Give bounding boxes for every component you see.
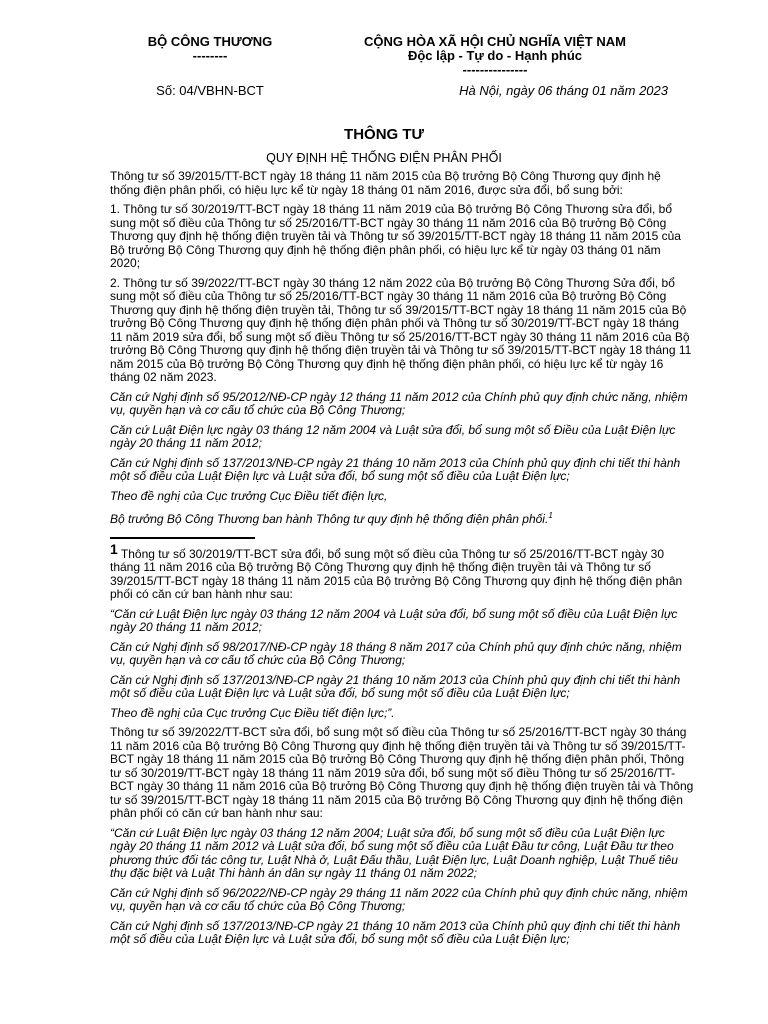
ministry-rule: --------: [192, 48, 228, 63]
footnote-reference[interactable]: 1: [548, 511, 553, 520]
issuing-agency-block: [120, 35, 300, 63]
document-body: [110, 170, 694, 953]
footnote-separator: [110, 537, 255, 539]
motto-rule: ---------------: [462, 62, 528, 77]
document-title: THÔNG TƯ: [344, 126, 424, 143]
national-title-block: [335, 35, 655, 77]
ministry-name: BỘ CÔNG THƯƠNG: [147, 34, 273, 49]
place-and-date: Hà Nội, ngày 06 tháng 01 năm 2023: [459, 83, 668, 98]
footnote-quote-7: Căn cứ Nghị định số 137/2013/NĐ-CP ngày 21 tháng 10 năm 2013 của Chính phủ quy định chi tiết thi hành một số điều của Luật Điện lực và Luật sửa đổi, bổ sung một số điều của Luật Điện lực;: [110, 918, 681, 946]
document-number: Số: 04/VBHN-BCT: [156, 83, 264, 98]
footnote-number: 1: [110, 540, 118, 557]
legal-basis-2: Căn cứ Luật Điện lực ngày 03 tháng 12 năm 2004 và Luật sửa đổi, bổ sung một số Điều của Luật Điện lực ngày 20 tháng 11 năm 2012;: [110, 422, 676, 450]
footnote-paragraph-1: [110, 540, 694, 602]
national-motto: Độc lập - Tự do - Hạnh phúc: [407, 48, 583, 63]
footnote-quote-4: Theo đề nghị của Cục trưởng Cục Điều tiết điện lực;”.: [110, 705, 395, 720]
nation-name: CỘNG HÒA XÃ HỘI CHỦ NGHĨA VIỆT NAM: [364, 34, 626, 49]
legal-basis-3: Căn cứ Nghị định số 137/2013/NĐ-CP ngày 21 tháng 10 năm 2013 của Chính phủ quy định chi tiết thi hành một số điều của Luật Điện lực và Luật sửa đổi, bổ sung một số điều của Luật Điện lực;: [110, 455, 681, 483]
amendment-item-2: 2. Thông tư số 39/2022/TT-BCT ngày 30 tháng 12 năm 2022 của Bộ trưởng Bộ Công Thương Sửa đổi, bổ sung một số điều của Thông tư số 25/2016/TT-BCT ngày 30 tháng 11 năm 2016 của Bộ trưởng Bộ Công Thương quy định hệ thống điện truyền tải, Thông tư số 39/2015/TT-BCT ngày 18 tháng 11 năm 2015 của Bộ trưởng Bộ Công Thương quy định hệ thống điện phân phối và Thông tư số 30/2019/TT-BCT ngày 18 tháng 11 năm 2019 sửa đổi, bổ sung một số điều Thông tư số 25/2016/TT-BCT ngày 30 tháng 11 năm 2016 của Bộ trưởng Bộ Công Thương quy định hệ thống điện truyền tải và Thông tư số 39/2015/TT-BCT ngày 18 tháng 11 năm 2015 của Bộ trưởng Bộ Công Thương quy định hệ thống điện phân phối, có hiệu lực kể từ ngày 16 tháng 02 năm 2023.: [110, 275, 692, 384]
amendment-item-1: 1. Thông tư số 30/2019/TT-BCT ngày 18 tháng 11 năm 2019 của Bộ trưởng Bộ Công Thương sửa đổi, bổ sung một số điều của Thông tư số 25/2016/TT-BCT ngày 30 tháng 11 năm 2016 của Bộ trưởng Bộ Công Thương quy định hệ thống điện truyền tải và Thông tư số 39/2015/TT-BCT ngày 18 tháng 11 năm 2015 của Bộ trưởng Bộ Công Thương quy định hệ thống điện phân phối, có hiệu lực kể từ ngày 03 tháng 01 năm 2020;: [110, 202, 681, 270]
legal-basis-1: Căn cứ Nghị định số 95/2012/NĐ-CP ngày 12 tháng 11 năm 2012 của Chính phủ quy định chức năng, nhiệm vụ, quyền hạn và cơ cấu tổ chức của Bộ Công Thương;: [110, 389, 688, 417]
footnote-quote-1: “Căn cứ Luật Điện lực ngày 03 tháng 12 năm 2004 và Luật sửa đổi, bổ sung một số điều của Luật Điện lực ngày 20 tháng 11 năm 2012;: [110, 606, 678, 634]
document-subtitle: QUY ĐỊNH HỆ THỐNG ĐIỆN PHÂN PHỐI: [266, 151, 502, 165]
footnote-quote-5: “Căn cứ Luật Điện lực ngày 03 tháng 12 năm 2004; Luật sửa đổi, bổ sung một số điều của Luật Điện lực ngày 20 tháng 11 năm 2012 và Luật sửa đổi, bổ sung một số điều của Luật Đầu tư công, Luật Đầu tư theo phương thức đối tác công tư, Luật Nhà ở, Luật Đấu thầu, Luật Điện lực, Luật Doanh nghiệp, Luật Thuế tiêu thụ đặc biệt và Luật Thi hành án dân sự ngày 11 tháng 01 năm 2022;: [110, 825, 678, 880]
proposal-line: Theo đề nghị của Cục trưởng Cục Điều tiết điện lực,: [110, 488, 388, 503]
intro-paragraph: Thông tư số 39/2015/TT-BCT ngày 18 tháng 11 năm 2015 của Bộ trưởng Bộ Công Thương quy định hệ thống điện phân phối, có hiệu lực kể từ ngày 18 tháng 01 năm 2016, được sửa đổi, bổ sung bởi:: [110, 169, 661, 197]
footnote-text-1: Thông tư số 30/2019/TT-BCT sửa đổi, bổ sung một số điều của Thông tư số 25/2016/TT-BCT ngày 30 tháng 11 năm 2016 của Bộ trưởng Bộ Công Thương quy định hệ thống điện truyền tải và Thông tư số 39/2015/TT-BCT ngày 18 tháng 11 năm 2015 của Bộ trưởng Bộ Công Thương quy định hệ thống điện phân phối có căn cứ ban hành như sau:: [110, 546, 683, 601]
footnote-quote-3: Căn cứ Nghị định số 137/2013/NĐ-CP ngày 21 tháng 10 năm 2013 của Chính phủ quy định chi tiết thi hành một số điều của Luật Điện lực và Luật sửa đổi, bổ sung một số điều của Luật Điện lực;: [110, 672, 681, 700]
issuance-text: Bộ trưởng Bộ Công Thương ban hành Thông tư quy định hệ thống điện phân phối.: [110, 512, 549, 526]
footnote-paragraph-2: Thông tư số 39/2022/TT-BCT sửa đổi, bổ sung một số điều của Thông tư số 25/2016/TT-BCT ngày 30 tháng 11 năm 2016 của Bộ trưởng Bộ Công Thương quy định hệ thống điện truyền tải và Thông tư số 39/2015/TT-BCT ngày 18 tháng 11 năm 2015 của Bộ trưởng Bộ Công Thương quy định hệ thống điện phân phối, Thông tư số 30/2019/TT-BCT ngày 18 tháng 11 năm 2019 sửa đổi, bổ sung một số điều Thông tư số 25/2016/TT-BCT ngày 30 tháng 11 năm 2016 của Bộ trưởng Bộ Công Thương quy định hệ thống điện truyền tải và Thông tư số 39/2015/TT-BCT ngày 18 tháng 11 năm 2015 của Bộ trưởng Bộ Công Thương quy định hệ thống điện phân phối có căn cứ ban hành như sau:: [110, 725, 694, 820]
footnote-quote-6: Căn cứ Nghị định số 96/2022/NĐ-CP ngày 29 tháng 11 năm 2022 của Chính phủ quy định chức năng, nhiệm vụ, quyền hạn và cơ cấu tổ chức của Bộ Công Thương;: [110, 885, 688, 913]
footnote-quote-2: Căn cứ Nghị định số 98/2017/NĐ-CP ngày 18 tháng 8 năm 2017 của Chính phủ quy định chức năng, nhiệm vụ, quyền hạn và cơ cấu tổ chức của Bộ Công Thương;: [110, 639, 682, 667]
issuance-line: [110, 509, 694, 527]
